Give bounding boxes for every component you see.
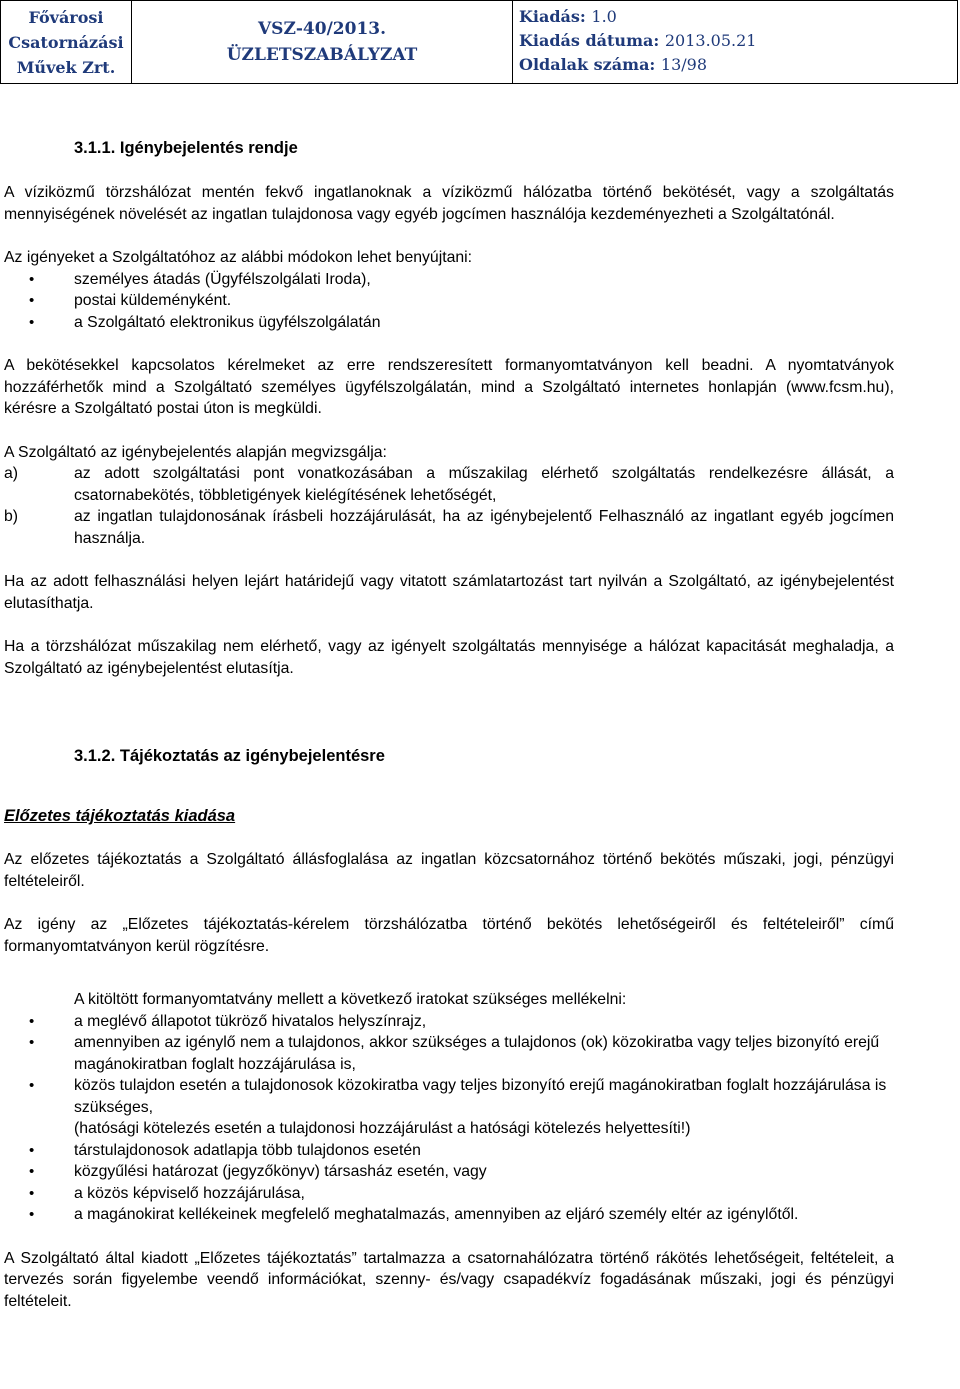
- subsection-heading: Előzetes tájékoztatás kiadása: [4, 807, 236, 825]
- list-item: • a magánokirat kellékeinek megfelelő meghatalmazás, amennyiben az eljáró személy eltér az igénylőtől.: [4, 1204, 894, 1226]
- list-marker: a): [4, 465, 19, 482]
- list-item: • a meglévő állapotot tükröző hivatalos helyszínrajz,: [4, 1011, 894, 1033]
- edition-label: Kiadás:: [519, 7, 592, 26]
- list-item: • társtulajdonosok adatlapja több tulajdonos esetén: [4, 1140, 894, 1162]
- edition-row: [519, 5, 957, 29]
- page-value: 13/98: [660, 55, 708, 74]
- paragraph: Az igényeket a Szolgáltatóhoz az alábbi módokon lehet benyújtani:: [4, 249, 473, 266]
- list-item-text: az ingatlan tulajdonosának írásbeli hozzájárulását, ha az igénybejelentő Felhasználó az ingatlant egyéb jogcímen használja.: [74, 508, 894, 547]
- org-line-1: Fővárosi: [28, 8, 104, 27]
- page-label: Oldalak száma:: [519, 55, 661, 74]
- list-marker: b): [4, 508, 19, 525]
- org-line-3: Művek Zrt.: [16, 58, 116, 77]
- header-document: [132, 1, 513, 83]
- page-header: [0, 0, 958, 84]
- list-item: • amennyiben az igénylő nem a tulajdonos, akkor szükséges a tulajdonos (ok) közokiratba vagy teljes bizonyító erejű magánokiratban foglalt hozzájárulása is,: [4, 1032, 894, 1075]
- org-line-2: Csatornázási: [8, 33, 124, 52]
- required-attachments-list-continued: [4, 1140, 894, 1226]
- doc-type: ÜZLETSZABÁLYZAT: [226, 45, 418, 65]
- page-row: [519, 53, 957, 77]
- list-item: • a Szolgáltató elektronikus ügyfélszolgálatán: [4, 312, 894, 334]
- paragraph: A Szolgáltató az igénybejelentés alapján megvizsgálja:: [4, 443, 387, 461]
- note-text: (hatósági kötelezés esetén a tulajdonosi hozzájárulást a hatósági kötelezés helyettesíti!): [74, 1120, 691, 1137]
- header-meta: [513, 1, 957, 83]
- list-item: • a közös képviselő hozzájárulása,: [4, 1183, 894, 1205]
- doc-code: VSZ-40/2013.: [257, 19, 387, 39]
- list-item: • postai küldeményként.: [4, 290, 894, 312]
- list-item: [4, 506, 894, 549]
- list-item: • közgyűlési határozat (jegyzőkönyv) társasház esetén, vagy: [4, 1161, 894, 1183]
- paragraph: Ha a törzshálózat műszakilag nem elérhető, vagy az igényelt szolgáltatás mennyisége a hálózat kapacitását meghaladja, a Szolgáltató az igénybejelentést elutasítja.: [4, 638, 894, 677]
- submission-methods-list: [4, 269, 894, 334]
- paragraph: A Szolgáltató által kiadott „Előzetes tájékoztatás” tartalmazza a csatornahálózatra történő rákötés lehetőségeit, feltételeit, a tervezés során figyelembe veendő információkat, szenny- és/vagy csapadékvíz fogadásának műszaki, jogi és pénzügyi feltételeit.: [4, 1249, 894, 1310]
- paragraph: A kitöltött formanyomtatvány mellett a következő iratokat szükséges mellékelni:: [74, 991, 627, 1008]
- list-item: • közös tulajdon esetén a tulajdonosok közokiratba vagy teljes bizonyító erejű magánokiratban foglalt hozzájárulása is szükséges,: [4, 1075, 894, 1118]
- paragraph: Ha az adott felhasználási helyen lejárt határidejű vagy vitatott számlatartozást tart nyilván a Szolgáltató, az igénybejelentést elutasíthatja.: [4, 573, 894, 612]
- list-item: • személyes átadás (Ügyfélszolgálati Iroda),: [4, 269, 894, 291]
- paragraph: Az igény az „Előzetes tájékoztatás-kérelem törzshálózatba történő bekötés lehetőségeiről és feltételeiről” című formanyomtatványon kerül rögzítésre.: [4, 916, 894, 955]
- date-value: 2013.05.21: [664, 31, 757, 50]
- edition-value: 1.0: [591, 7, 617, 26]
- document-body: [4, 137, 894, 1312]
- paragraph: A bekötésekkel kapcsolatos kérelmeket az erre rendszeresített formanyomtatványon kell beadni. A nyomtatványok hozzáférhetők mind a Szolgáltató személyes ügyfélszolgálatán, mind a Szolgáltató internetes honlapján (www.fcsm.hu), kérésre a Szolgáltató postai úton is megküldi.: [4, 357, 894, 417]
- required-attachments-list: [4, 1011, 894, 1119]
- date-row: [519, 29, 957, 53]
- paragraph: Az előzetes tájékoztatás a Szolgáltató állásfoglalása az ingatlan közcsatornához történő bekötés műszaki, jogi, pénzügyi feltételeiről.: [4, 851, 894, 890]
- list-item: [4, 463, 894, 506]
- review-criteria-list: [4, 463, 894, 549]
- section-heading-3-1-1: 3.1.1. Igénybejelentés rendje: [74, 139, 298, 157]
- date-label: Kiadás dátuma:: [519, 31, 665, 50]
- header-organization: [1, 1, 132, 83]
- paragraph: A víziközmű törzshálózat mentén fekvő ingatlanoknak a víziközmű hálózatba történő bekötését, vagy a szolgáltatás mennyiségének növelését az ingatlan tulajdonosa vagy egyéb jogcímen használója kezdeményezheti a Szolgáltatónál.: [4, 184, 894, 223]
- list-item-text: az adott szolgáltatási pont vonatkozásában a műszakilag elérhető szolgáltatás rendelkezésre állását, a csatornabekötés, többletigények kielégítésének lehetőségét,: [74, 465, 894, 504]
- section-heading-3-1-2: 3.1.2. Tájékoztatás az igénybejelentésre: [74, 747, 385, 765]
